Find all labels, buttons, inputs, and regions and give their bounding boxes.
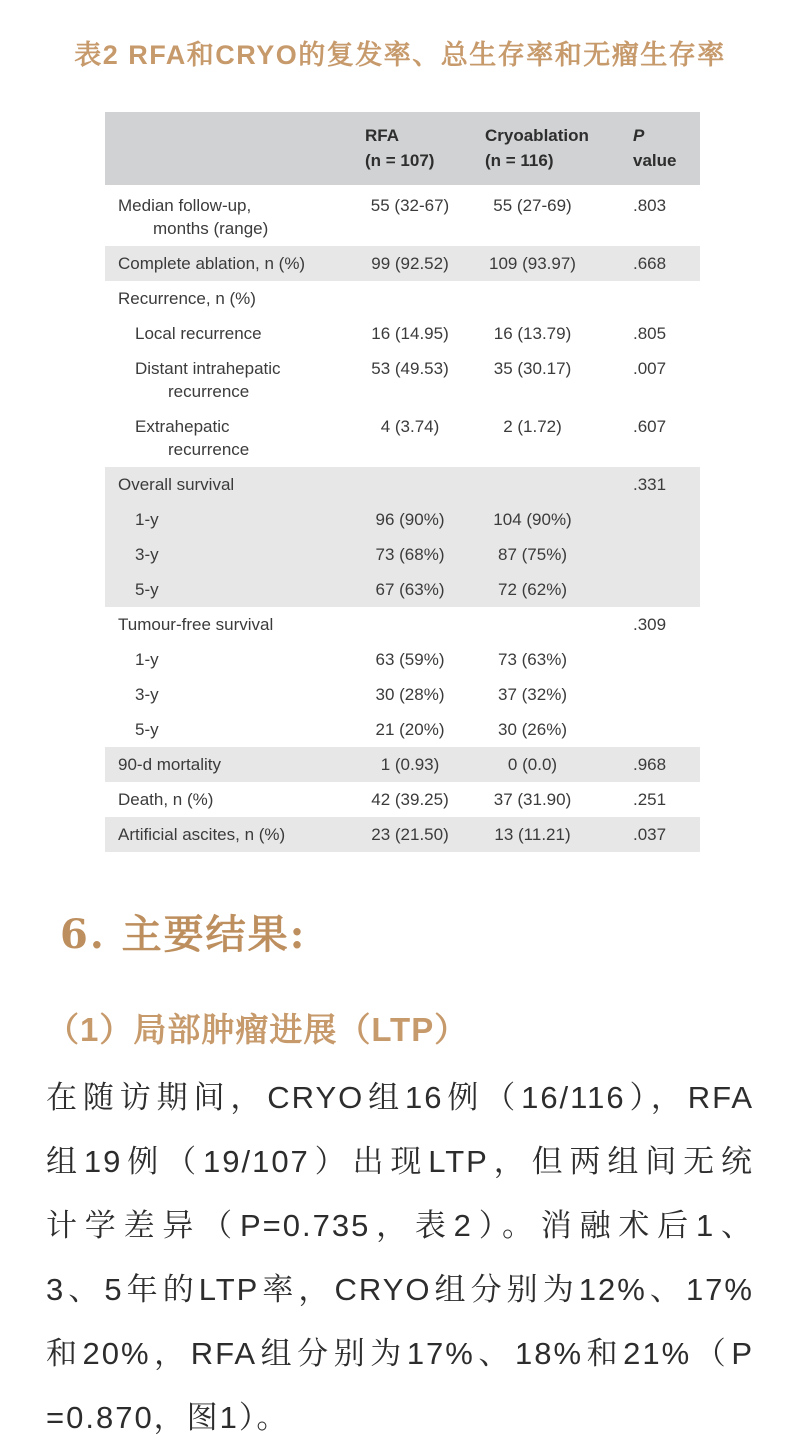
cryo-value-cell: 72 (62%) [498, 580, 567, 599]
p-value-cell: .668 [633, 254, 667, 273]
row-label-cell: 90-d mortality [118, 755, 221, 774]
cryo-value-cell: 30 (26%) [498, 720, 567, 739]
cryo-value-cell: 55 (27-69) [493, 196, 572, 215]
paragraph-line: 计学差异（P=0.735，表2）。消融术后1、 [46, 1208, 754, 1243]
row-label-cell: Complete ablation, n (%) [118, 254, 306, 273]
row-label-cell: Distant intrahepatic recurrence [135, 359, 281, 401]
rfa-value-cell [355, 281, 465, 316]
paragraph-line: 3、5年的LTP率，CRYO组分别为12%、17% [46, 1272, 754, 1307]
table-row [105, 607, 700, 642]
header-empty-cell [105, 112, 355, 187]
table-row [105, 537, 700, 572]
header-pvalue-cell [600, 112, 700, 187]
rfa-value-cell: 96 (90%) [375, 510, 445, 529]
p-value-cell [600, 712, 700, 747]
rfa-value-cell: 99 (92.52) [371, 254, 449, 273]
rfa-value-cell: 42 (39.25) [371, 790, 449, 809]
table-row [105, 187, 700, 247]
table-row [105, 817, 700, 852]
row-label-cell: Overall survival [118, 475, 235, 494]
cryo-value-cell: 87 (75%) [498, 545, 567, 564]
header-cryo-line1: Cryoablation [485, 126, 589, 145]
header-p-line1: P [633, 126, 645, 145]
row-label-cell: Recurrence, n (%) [118, 289, 256, 308]
cryo-value-cell [465, 607, 600, 642]
table-row [105, 712, 700, 747]
table-row [105, 246, 700, 281]
row-label-cell: 3-y [135, 685, 159, 704]
table-row [105, 351, 700, 409]
table-row [105, 281, 700, 316]
row-label-cell: Median follow-up, months (range) [118, 196, 269, 238]
rfa-value-cell: 4 (3.74) [380, 417, 440, 436]
rfa-value-cell: 53 (49.53) [371, 359, 449, 378]
header-cryo-line2: (n = 116) [485, 151, 554, 170]
cryo-value-cell: 35 (30.17) [493, 359, 572, 378]
cryo-value-cell: 0 (0.0) [507, 755, 558, 774]
table-row [105, 677, 700, 712]
p-value-cell: .968 [633, 755, 667, 774]
p-value-cell: .331 [633, 475, 667, 494]
row-label-cell: Extrahepatic recurrence [135, 417, 250, 459]
rfa-value-cell: 23 (21.50) [371, 825, 449, 844]
paragraph-line: 组19例（19/107）出现LTP，但两组间无统 [46, 1144, 754, 1179]
body-paragraph [46, 1066, 754, 1446]
row-label-cell: 5-y [135, 580, 159, 599]
p-value-cell [600, 677, 700, 712]
p-value-cell: .607 [633, 417, 667, 436]
row-label-cell: 3-y [135, 545, 159, 564]
p-value-cell: .805 [633, 324, 667, 343]
p-value-cell: .803 [633, 196, 667, 215]
cryo-value-cell: 13 (11.21) [494, 825, 571, 844]
table-row [105, 747, 700, 782]
p-value-cell: .309 [633, 615, 667, 634]
rfa-value-cell: 1 (0.93) [380, 755, 440, 774]
table-row [105, 467, 700, 502]
cryo-value-cell: 16 (13.79) [493, 324, 572, 343]
table-row [105, 642, 700, 677]
cryo-value-cell [465, 281, 600, 316]
header-rfa-cell [355, 112, 465, 187]
p-value-cell [600, 502, 700, 537]
rfa-value-cell [355, 467, 465, 502]
p-value-cell [600, 281, 700, 316]
row-label-cell: 1-y [135, 650, 159, 669]
table-row [105, 502, 700, 537]
rfa-value-cell: 16 (14.95) [371, 324, 449, 343]
table-title: 表2 RFA和CRYO的复发率、总生存率和无瘤生存率 [74, 40, 726, 70]
row-label-cell: 5-y [135, 720, 159, 739]
cryo-value-cell: 2 (1.72) [503, 417, 562, 436]
p-value-cell: .251 [633, 790, 667, 809]
rfa-value-cell [355, 607, 465, 642]
header-cryo-cell [465, 112, 600, 187]
p-value-cell [600, 537, 700, 572]
rfa-value-cell: 67 (63%) [375, 580, 445, 599]
row-label-cell: Artificial ascites, n (%) [118, 825, 286, 844]
header-rfa-line2: (n = 107) [365, 151, 435, 170]
table-row [105, 316, 700, 351]
table-row [105, 782, 700, 817]
subsection-heading: （1）局部肿瘤进展（LTP） [46, 1011, 469, 1048]
table-header-row [105, 112, 700, 187]
cryo-value-cell: 109 (93.97) [489, 254, 576, 273]
row-label-cell: Death, n (%) [118, 790, 214, 809]
header-rfa-line1: RFA [365, 126, 399, 145]
row-label-cell: Tumour-free survival [118, 615, 274, 634]
cryo-value-cell: 37 (31.90) [493, 790, 572, 809]
cryo-value-cell [465, 467, 600, 502]
paragraph-line: 和20%，RFA组分别为17%、18%和21%（P [46, 1336, 754, 1371]
cryo-value-cell: 37 (32%) [498, 685, 567, 704]
rfa-value-cell: 63 (59%) [375, 650, 445, 669]
p-value-cell: .037 [633, 825, 667, 844]
header-p-line2: value [633, 151, 677, 170]
cryo-value-cell: 73 (63%) [498, 650, 567, 669]
row-label-cell: 1-y [135, 510, 159, 529]
row-label-cell: Local recurrence [135, 324, 262, 343]
paragraph-line: 在随访期间，CRYO组16例（16/116），RFA [46, 1080, 754, 1115]
cryo-value-cell: 104 (90%) [493, 510, 572, 529]
paragraph-line: =0.870，图1）。 [46, 1400, 290, 1435]
rfa-value-cell: 55 (32-67) [370, 196, 450, 215]
p-value-cell [600, 642, 700, 677]
p-value-cell: .007 [633, 359, 667, 378]
p-value-cell [600, 572, 700, 607]
rfa-value-cell: 30 (28%) [375, 685, 445, 704]
results-table [105, 112, 700, 852]
section-heading: 6. 主要结果: [60, 911, 307, 958]
rfa-value-cell: 73 (68%) [375, 545, 445, 564]
rfa-value-cell: 21 (20%) [375, 720, 445, 739]
table-row [105, 572, 700, 607]
table-row [105, 409, 700, 467]
